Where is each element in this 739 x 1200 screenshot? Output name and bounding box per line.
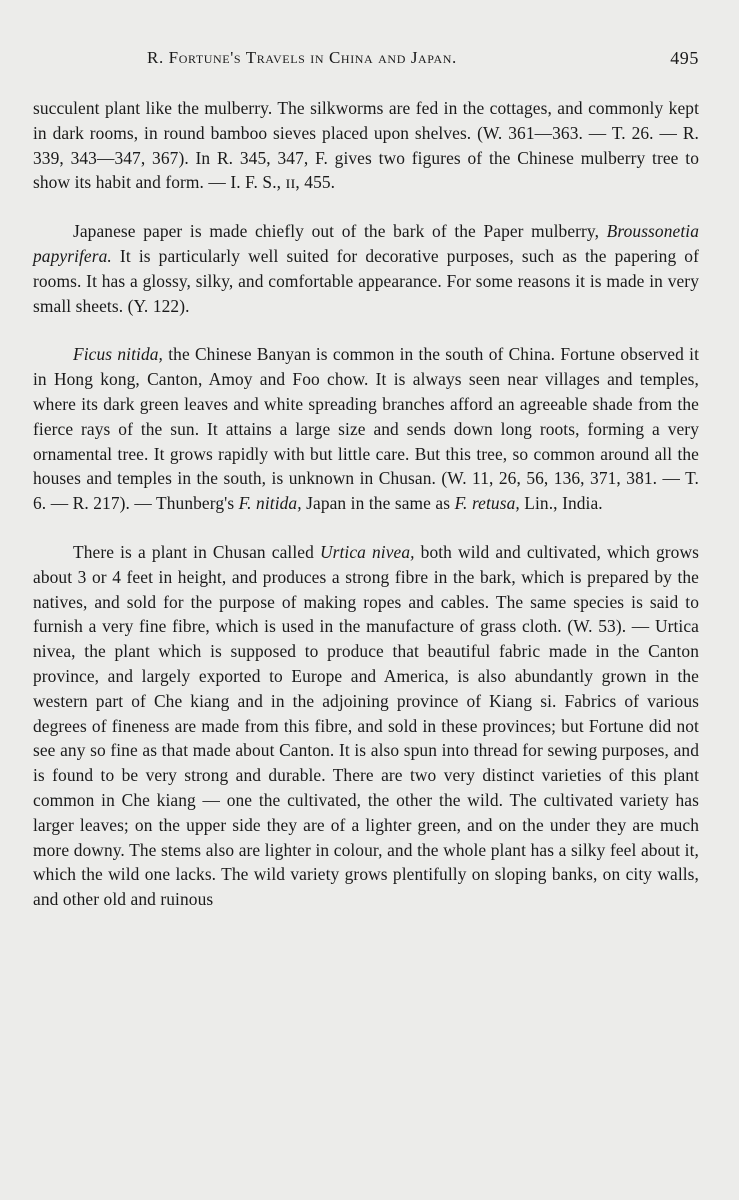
text-segment: There is a plant in Chusan called [73,541,320,562]
paragraph-chinese-banyan [33,342,699,516]
species-name: Urtica nivea, [319,541,415,562]
species-name: F. nitida, [238,493,302,514]
paragraph-japanese-paper [33,219,699,318]
species-name: Ficus nitida, [73,344,163,365]
text-segment: both wild and cultivated, which grows about 3 or 4 feet in height, and produces a strong fibre in the bark, which is prepared by the natives, and sold for the purpose of making ropes and cables. The same species is said to furnish a very fine fibre, which is used in the manufacture of grass cloth. (W. 53). — Urtica nivea, the plant which is supposed to produce that beautiful fabric made in the Canton province, and largely exported to Europe and America, is also abundantly grown in the western part of Che kiang and in the adjoining province of Kiang si. Fabrics of various degrees of fineness are made from this fibre, and sold in these provinces; but Fortune did not see any so fine as that made about Canton. It is also spun into thread for sewing purposes, and is found to be very strong and durable. There are two very distinct varieties of this plant common in Che kiang — one the cultivated, the other the wild. The cultivated variety has larger leaves; on the upper side they are of a lighter green, and on the under they are much more downy. The stems also are lighter in colour, and the whole plant has a silky feel about it, which the wild one lacks. The wild variety grows plentifully on sloping banks, on city walls, and other old and ruinous [33,541,700,910]
page-number: 495 [670,48,699,68]
text-segment: succulent plant like the mulberry. The silkworms are fed in the cottages, and commonly kept in dark rooms, in round bamboo sieves placed upon shelves. (W. 361—363. — T. 26. — R. 339, 343—347, 367). In R. 345, 347, F. gives two figures of the Chinese mulberry tree to show its habit and form. — I. F. S., ɪɪ, 455. [33,98,699,193]
text-segment: It is particularly well suited for decorative purposes, such as the papering of rooms. It has a glossy, silky, and comfortable appearance. For some reasons it is made in very small sheets. (Y. 122). [33,245,699,316]
text-segment: the Chinese Banyan is common in the south of China. Fortune observed it in Hong kong, Canton, Amoy and Foo chow. It is always seen near villages and temples, where its dark green leaves and white spreading branches afford an agreeable shade from the fierce rays of the sun. It attains a large size and sends down long roots, forming a very ornamental tree. It grows rapidly with but little care. But this tree, so common around all the houses and temples in the south, is unknown in Chusan. (W. 11, 26, 56, 136, 371, 381. — T. 6. — R. 217). — Thunberg's [33,344,700,514]
text-segment: Japan in the same as [301,493,455,514]
paragraph-mulberry-silkworms [33,96,699,195]
text-segment: Lin., India. [519,493,603,514]
paragraph-urtica-nivea [33,540,699,912]
text-segment: Japanese paper is made chiefly out of the bark of the Paper mulberry, [73,221,607,242]
running-title: R. Fortune's Travels in China and Japan. [147,48,457,67]
running-header [33,44,699,80]
species-name: Broussonetia papyrifera. [33,221,699,266]
species-name: F. retusa, [454,493,520,514]
